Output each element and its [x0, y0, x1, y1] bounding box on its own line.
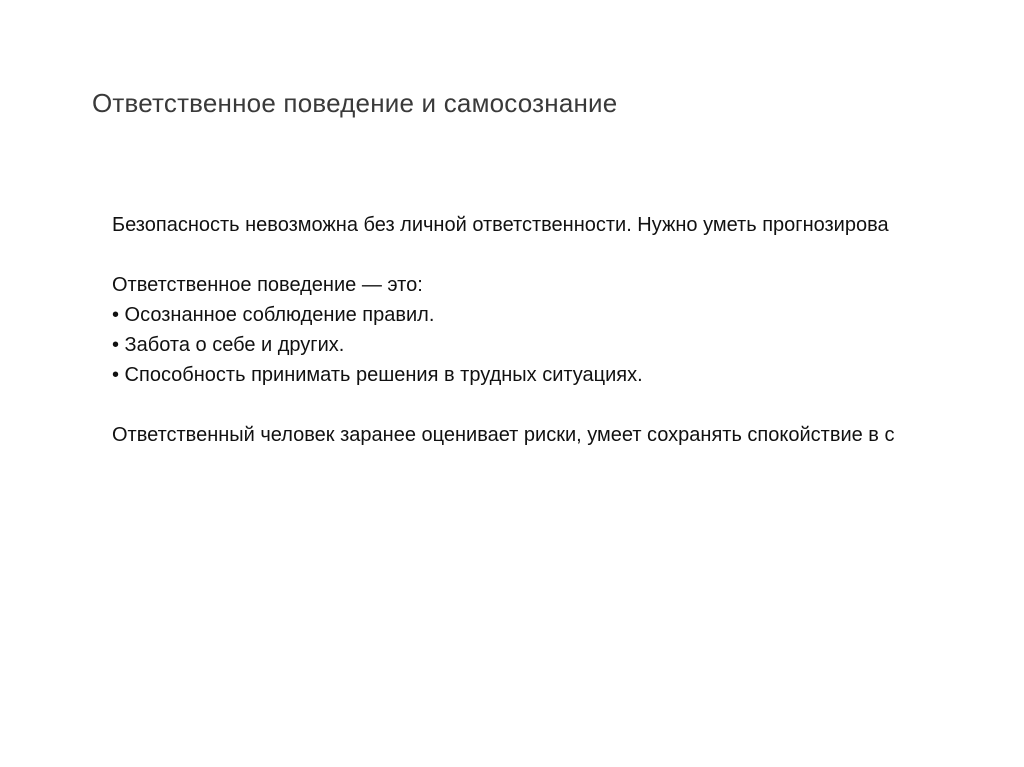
closing-text: Ответственный человек заранее оценивает риски, умеет сохранять спокойствие в с: [112, 424, 895, 446]
bullet-item-decisions: • Способность принимать решения в трудных ситуациях.: [112, 364, 643, 386]
slide-title: Ответственное поведение и самосознание: [92, 88, 618, 118]
paragraph-spacer: [112, 240, 894, 270]
slide-body: [112, 210, 894, 450]
list-heading: Ответственное поведение — это:: [112, 274, 423, 296]
bullet-item-rules: • Осознанное соблюдение правил.: [112, 304, 435, 326]
bullet-item-care: • Забота о себе и других.: [112, 334, 345, 356]
intro-text: Безопасность невозможна без личной ответственности. Нужно уметь прогнозирова: [112, 214, 889, 236]
paragraph-spacer: [112, 390, 894, 420]
